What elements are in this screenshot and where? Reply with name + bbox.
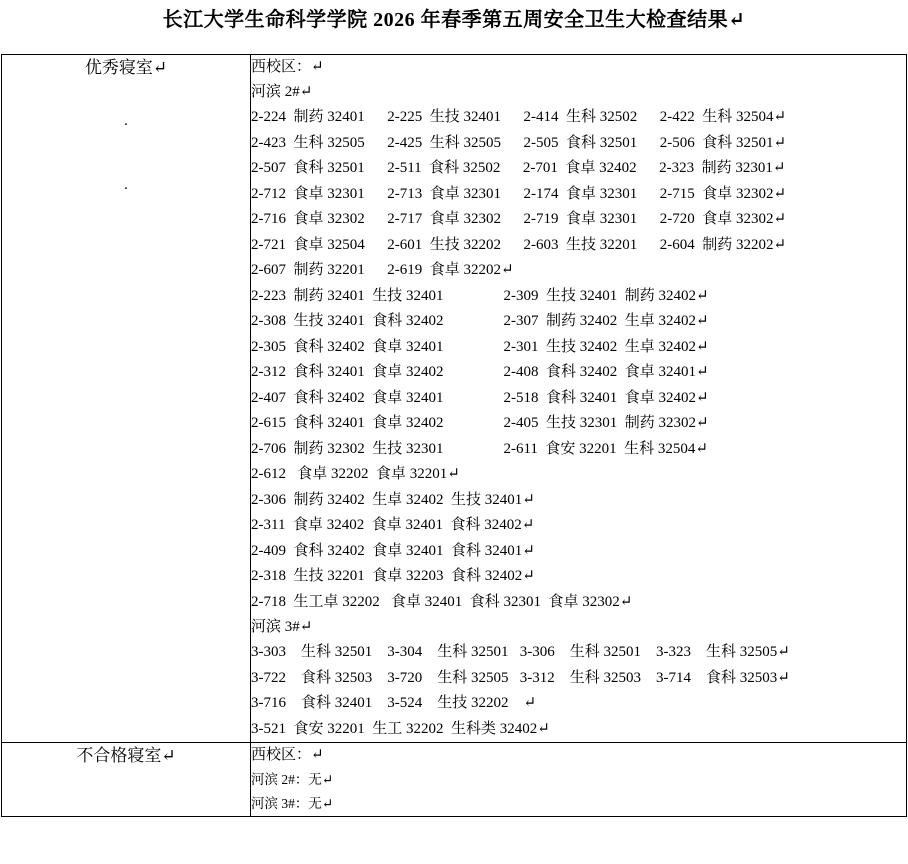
dorm-line: 3-303 生科 32501 3-304 生科 32501 3-306 生科 32501 3-323 生科 32505↵ — [251, 644, 790, 660]
hebin2-none-line: 河滨 2#：无↵ — [251, 772, 334, 787]
dorm-line: 3-521 食安 32201 生工 32202 生科类 32402↵ — [251, 720, 550, 737]
dorm-line: 2-306 制药 32402 生卓 32402 生技 32401↵ — [251, 491, 535, 508]
dorm-line: 2-223 制药 32401 生技 32401 2-309 生技 32401 制药 32402↵ — [251, 287, 709, 304]
dorm-line: 2-423 生科 32505 2-425 生科 32505 2-505 食科 32501 2-506 食科 32501↵ — [251, 134, 787, 151]
dorm-line: 2-305 食科 32402 食卓 32401 2-301 生技 32402 生卓 32402↵ — [251, 338, 709, 355]
dorm-line: 2-407 食科 32402 食卓 32401 2-518 食科 32401 食卓 32402↵ — [251, 389, 709, 406]
hebin2-heading: 河滨 2#↵ — [251, 84, 313, 100]
dorm-line: 2-712 食卓 32301 2-713 食卓 32301 2-174 食卓 32301 2-715 食卓 32302↵ — [251, 185, 787, 202]
dorm-line: 3-716 食科 32401 3-524 生技 32202 ↵ — [251, 695, 537, 711]
excellent-dorm-dot-2: · — [123, 181, 129, 197]
inspection-results-table — [1, 54, 907, 817]
excellent-dorm-label-cell — [2, 55, 251, 743]
dorm-line: 2-706 制药 32302 生技 32301 2-611 食安 32201 生科 32504↵ — [251, 440, 709, 457]
excellent-dorm-content-cell — [251, 55, 907, 743]
dorm-line: 2-409 食科 32402 食卓 32401 食科 32401↵ — [251, 542, 535, 559]
dorm-line: 3-722 食科 32503 3-720 生科 32505 3-312 生科 32503 3-714 食科 32503↵ — [251, 669, 790, 686]
unqualified-dorm-label-cell — [2, 743, 251, 817]
excellent-dorm-label: 优秀寝室↵ — [84, 58, 168, 77]
dorm-line: 2-312 食科 32401 食卓 32402 2-408 食科 32402 食卓 32401↵ — [251, 364, 709, 380]
west-campus-heading: 西校区：↵ — [251, 59, 324, 75]
dorm-line: 2-318 生技 32201 食卓 32203 食科 32402↵ — [251, 568, 535, 584]
table-row — [2, 743, 907, 817]
page-title: 长江大学生命科学学院 2026 年春季第五周安全卫生大检查结果↵ — [162, 9, 746, 31]
dorm-line: 2-718 生工卓 32202 食卓 32401 食科 32301 食卓 32302↵ — [251, 593, 633, 610]
hebin3-none-line: 河滨 3#：无↵ — [251, 796, 334, 811]
dorm-line: 2-721 食卓 32504 2-601 生技 32202 2-603 生技 32201 2-604 制药 32202↵ — [251, 236, 787, 253]
excellent-dorm-dot-1: · — [123, 117, 129, 133]
west-campus-heading-2: 西校区：↵ — [251, 747, 324, 763]
dorm-line: 2-716 食卓 32302 2-717 食卓 32302 2-719 食卓 32301 2-720 食卓 32302↵ — [251, 211, 787, 227]
dorm-line: 2-308 生技 32401 食科 32402 2-307 制药 32402 生卓 32402↵ — [251, 313, 709, 329]
unqualified-dorm-label: 不合格寝室↵ — [76, 746, 176, 765]
dorm-line: 2-224 制药 32401 2-225 生技 32401 2-414 生科 32502 2-422 生科 32504↵ — [251, 109, 787, 125]
dorm-line: 2-612 食卓 32202 食卓 32201↵ — [251, 466, 460, 482]
hebin3-heading: 河滨 3#↵ — [251, 619, 313, 635]
dorm-line: 2-311 食卓 32402 食卓 32401 食科 32402↵ — [251, 517, 535, 533]
dorm-line: 2-607 制药 32201 2-619 食卓 32202↵ — [251, 262, 514, 278]
dorm-line: 2-615 食科 32401 食卓 32402 2-405 生技 32301 制药 32302↵ — [251, 415, 709, 431]
unqualified-dorm-content-cell — [251, 743, 907, 817]
table-row — [2, 55, 907, 743]
dorm-line: 2-507 食科 32501 2-511 食科 32502 2-701 食卓 32402 2-323 制药 32301↵ — [251, 160, 786, 176]
